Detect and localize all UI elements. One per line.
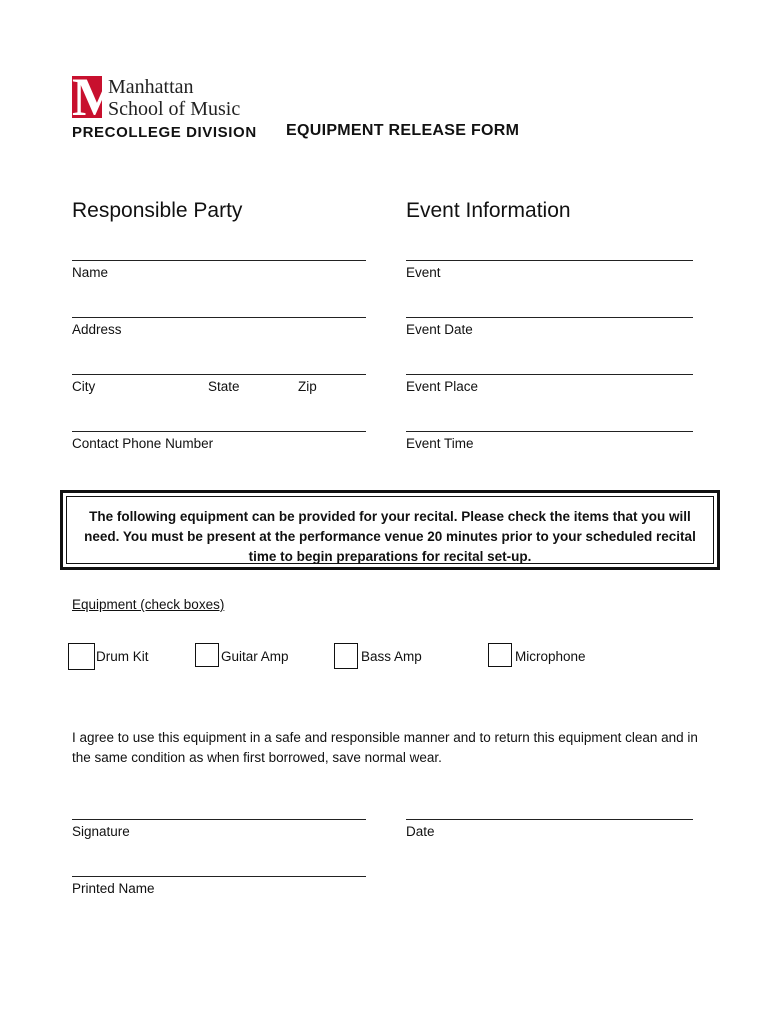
event-date-field[interactable] — [406, 317, 693, 318]
bass-amp-checkbox[interactable] — [334, 643, 358, 669]
drum-kit-label: Drum Kit — [96, 649, 149, 664]
equipment-heading: Equipment (check boxes) — [72, 597, 225, 612]
agreement-text: I agree to use this equipment in a safe and responsible manner and to return this equipment clean and in the same condition as when first borrowed, save normal wear. — [72, 730, 698, 765]
event-field[interactable] — [406, 260, 693, 261]
phone-label: Contact Phone Number — [72, 436, 214, 451]
name-field[interactable] — [72, 260, 366, 261]
event-label: Event — [406, 265, 441, 280]
drum-kit-checkbox[interactable] — [68, 643, 95, 670]
address-field[interactable] — [72, 317, 366, 318]
event-information-heading: Event Information — [406, 199, 571, 222]
event-place-field[interactable] — [406, 374, 693, 375]
city-label: City — [72, 379, 96, 394]
logo-m-mark: M — [72, 67, 123, 127]
event-date-label: Event Date — [406, 322, 473, 337]
event-time-label: Event Time — [406, 436, 474, 451]
notice-text: The following equipment can be provided for your recital. Please check the items that you will need. You must be present at the performance venue 20 minutes prior to your scheduled recital time to begin preparations for recital set-up. — [84, 509, 696, 564]
event-place-label: Event Place — [406, 379, 479, 394]
notice-inner-border — [66, 496, 714, 564]
printed-name-label: Printed Name — [72, 881, 155, 896]
address-label: Address — [72, 322, 122, 337]
logo-line-school-of-music: School of Music — [108, 98, 241, 120]
date-label: Date — [406, 824, 435, 839]
guitar-amp-checkbox[interactable] — [195, 643, 219, 667]
guitar-amp-label: Guitar Amp — [221, 649, 289, 664]
state-label: State — [208, 379, 240, 394]
date-field[interactable] — [406, 819, 693, 820]
printed-name-field[interactable] — [72, 876, 366, 877]
event-time-field[interactable] — [406, 431, 693, 432]
microphone-label: Microphone — [515, 649, 586, 664]
notice-box — [60, 490, 720, 570]
signature-label: Signature — [72, 824, 130, 839]
microphone-checkbox[interactable] — [488, 643, 512, 667]
name-label: Name — [72, 265, 109, 280]
signature-field[interactable] — [72, 819, 366, 820]
phone-field[interactable] — [72, 431, 366, 432]
form-title: EQUIPMENT RELEASE FORM — [286, 122, 520, 139]
bass-amp-label: Bass Amp — [361, 649, 422, 664]
logo-line-manhattan: Manhattan — [108, 76, 194, 98]
city-state-zip-field[interactable] — [72, 374, 366, 375]
responsible-party-heading: Responsible Party — [72, 199, 243, 222]
logo-division: PRECOLLEGE DIVISION — [72, 124, 257, 141]
zip-label: Zip — [298, 379, 317, 394]
